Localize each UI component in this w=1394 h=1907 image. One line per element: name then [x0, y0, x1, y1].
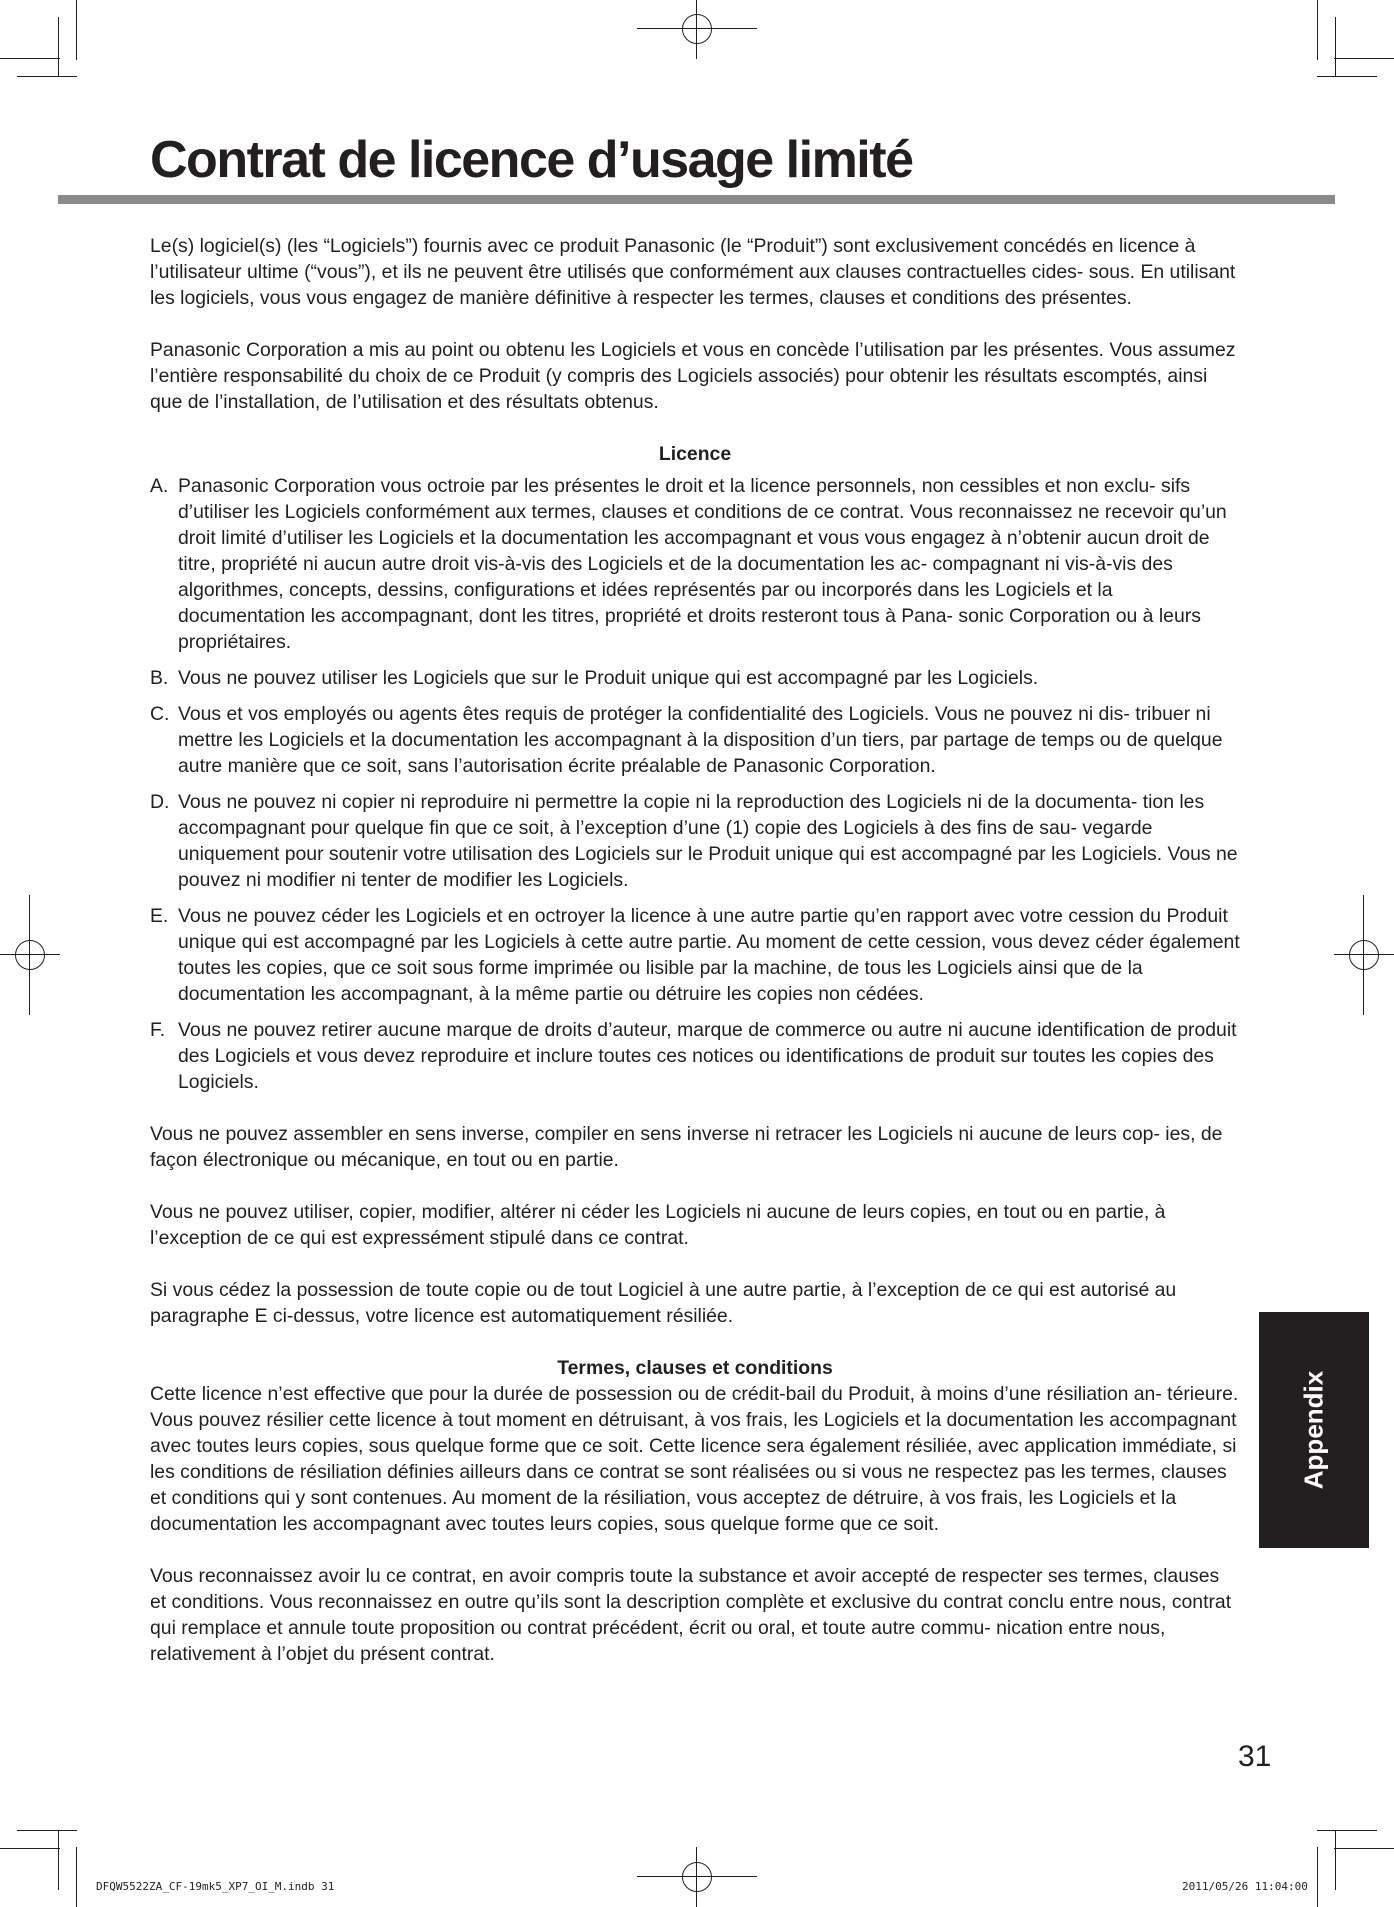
- list-item: [150, 789, 1240, 893]
- item-letter: A.: [150, 475, 169, 497]
- item-text: Vous et vos employés ou agents êtes requis de protéger la confidentialité des Logiciels. Vous ne pouvez ni dis- tribuer ni mettre les Logiciels et la documentation les accompagnant à la disposition d’un tiers, par partage de temps ou de quelque autre manière que ce soit, sans l’autorisation écrite préalable de Panasonic Corporation.: [178, 703, 1223, 777]
- crop-mark: [1317, 76, 1377, 77]
- crop-mark: [29, 895, 30, 1015]
- crop-mark: [0, 1848, 60, 1849]
- item-text: Vous ne pouvez céder les Logiciels et en octroyer la licence à une autre partie qu’en rapport avec votre cession du Produit unique qui est accompagné par les Logiciels à cette autre partie. Au moment de cette cession, vous devez céder également toutes les copies, que ce soit sous forme imprimée ou lisible par la machine, de tous les Logiciels ainsi que de la documentation les accompagnant, à la même partie ou détruire les copies non cédées.: [178, 905, 1240, 1005]
- crop-mark: [1335, 17, 1336, 77]
- registration-mark-icon: [667, 0, 727, 59]
- item-letter: F.: [150, 1019, 166, 1041]
- crop-mark: [1334, 58, 1394, 59]
- crop-mark: [17, 1830, 77, 1831]
- terms-heading: Termes, clauses et conditions: [557, 1357, 833, 1379]
- terms-paragraph: Vous reconnaissez avoir lu ce contrat, en avoir compris toute la substance et avoir accepté de respecter ses termes, clauses et conditions. Vous reconnaissez en outre qu’ils sont la description complète et exclusive du contrat conclu entre nous, contrat qui remplace et annule toute proposition ou contrat précédent, écrit ou oral, et toute autre commu- nication entre nous, relativement à l’objet du présent contrat.: [150, 1565, 1232, 1665]
- crop-mark: [0, 58, 60, 59]
- body-paragraph: Si vous cédez la possession de toute copie ou de tout Logiciel à une autre partie, à l’exception de ce qui est autorisé au paragraphe E ci-dessus, votre licence est automatiquement résiliée.: [150, 1279, 1177, 1327]
- appendix-tab: [1259, 1312, 1369, 1548]
- list-item: [150, 903, 1240, 1007]
- licence-heading: Licence: [658, 443, 732, 465]
- list-item: [150, 665, 1240, 691]
- crop-mark: [76, 1847, 77, 1907]
- item-letter: D.: [150, 791, 170, 813]
- list-item: [150, 1017, 1240, 1095]
- crop-mark: [1317, 1847, 1318, 1907]
- list-item: [150, 701, 1240, 779]
- item-letter: E.: [150, 905, 169, 927]
- page-title: Contrat de licence d’usage limité: [150, 131, 913, 189]
- body-paragraph: Vous ne pouvez utiliser, copier, modifier, altérer ni céder les Logiciels ni aucune de leurs copies, en tout ou en partie, à l’exception de ce qui est expressément stipulé dans ce contrat.: [150, 1201, 1166, 1249]
- item-text: Vous ne pouvez ni copier ni reproduire ni permettre la copie ni la reproduction des Logiciels ni de la documenta- tion les accompagnant pour quelque fin que ce soit, à l’exception d’une (1) copie des Logiciels à des fins de sau- vegarde uniquement pour soutenir votre utilisation des Logiciels sur le Produit unique qui est accompagné par les Logiciels. Vous ne pouvez ni modifier ni tenter de modifier les Logiciels.: [178, 791, 1238, 891]
- terms-paragraph: Cette licence n’est effective que pour la durée de possession ou de crédit-bail du Produit, à moins d’une résiliation an- térieure. Vous pouvez résilier cette licence à tout moment en détruisant, à vos frais, les Logiciels et la documentation les accompagnant avec toutes leurs copies, sous quelque forme que ce soit. Cette licence sera également résiliée, avec application immédiate, si les conditions de résiliation définies ailleurs dans ce contrat se sont réalisées ou si vous ne respectez pas les termes, clauses et conditions qui y sont contenues. Au moment de la résiliation, vous acceptez de détruire, à vos frais, les Logiciels et la documentation les accompagnant avec toutes leurs copies, sous quelque forme que ce soit.: [150, 1383, 1239, 1535]
- footer-timestamp: 2011/05/26 11:04:00: [1182, 1880, 1308, 1893]
- appendix-tab-label: Appendix: [1298, 1370, 1329, 1490]
- crop-mark: [17, 76, 77, 77]
- footer-file-info: DFQW5522ZA_CF-19mk5_XP7_OI_M.indb 31: [96, 1880, 335, 1893]
- crop-mark: [58, 17, 59, 77]
- crop-mark: [637, 1876, 757, 1877]
- document-body: [150, 233, 1240, 1667]
- page-number: 31: [1238, 1740, 1272, 1773]
- licence-list: [150, 473, 1240, 1095]
- item-letter: B.: [150, 667, 169, 689]
- crop-mark: [58, 1830, 59, 1890]
- intro-paragraph: Le(s) logiciel(s) (les “Logiciels”) fournis avec ce produit Panasonic (le “Produit”) sont exclusivement concédés en licence à l’utilisateur ultime (“vous”), et ils ne peuvent être utilisés que conformément aux clauses contractuelles cides- sous. En utilisant les logiciels, vous vous engagez de manière définitive à respecter les termes, clauses et conditions des présentes.: [150, 235, 1236, 309]
- item-letter: C.: [150, 703, 170, 725]
- title-rule: [58, 195, 1335, 204]
- crop-mark: [1363, 895, 1364, 1015]
- list-item: [150, 473, 1240, 655]
- item-text: Vous ne pouvez retirer aucune marque de droits d’auteur, marque de commerce ou autre ni aucune identification de produit des Logiciels et vous devez reproduire et inclure toutes ces notices ou identifications de produit sur toutes les copies des Logiciels.: [178, 1019, 1237, 1093]
- item-text: Vous ne pouvez utiliser les Logiciels que sur le Produit unique qui est accompagné par les Logiciels.: [178, 667, 1039, 689]
- item-text: Panasonic Corporation vous octroie par les présentes le droit et la licence personnels, non cessibles et non exclu- sifs d’utiliser les Logiciels conformément aux termes, clauses et conditions de ce contrat. Vous reconnaissez ne recevoir qu’un droit limité d’utiliser les Logiciels et la documentation les accompagnant et vous vous engagez à n’obtenir aucun droit de titre, propriété ni aucun autre droit vis-à-vis des Logiciels et de la documentation les ac- compagnant ni vis-à-vis des algorithmes, concepts, dessins, configurations et idées représentés par ou incorporés dans les Logiciels et la documentation les accompagnant, dont les titres, propriété et droits resteront tous à Pana- sonic Corporation ou à leurs propriétaires.: [178, 475, 1227, 653]
- intro-paragraph: Panasonic Corporation a mis au point ou obtenu les Logiciels et vous en concède l’utilisation par les présentes. Vous assumez l’entière responsabilité du choix de ce Produit (y compris des Logiciels associés) pour obtenir les résultats escomptés, ainsi que de l’installation, de l’utilisation et des résultats obtenus.: [150, 339, 1236, 413]
- crop-mark: [76, 0, 77, 60]
- crop-mark: [1334, 1848, 1394, 1849]
- crop-mark: [637, 28, 757, 29]
- body-paragraph: Vous ne pouvez assembler en sens inverse, compiler en sens inverse ni retracer les Logiciels ni aucune de leurs cop- ies, de façon électronique ou mécanique, en tout ou en partie.: [150, 1123, 1223, 1171]
- crop-mark: [1317, 1830, 1377, 1831]
- crop-mark: [1335, 1830, 1336, 1890]
- crop-mark: [1317, 0, 1318, 60]
